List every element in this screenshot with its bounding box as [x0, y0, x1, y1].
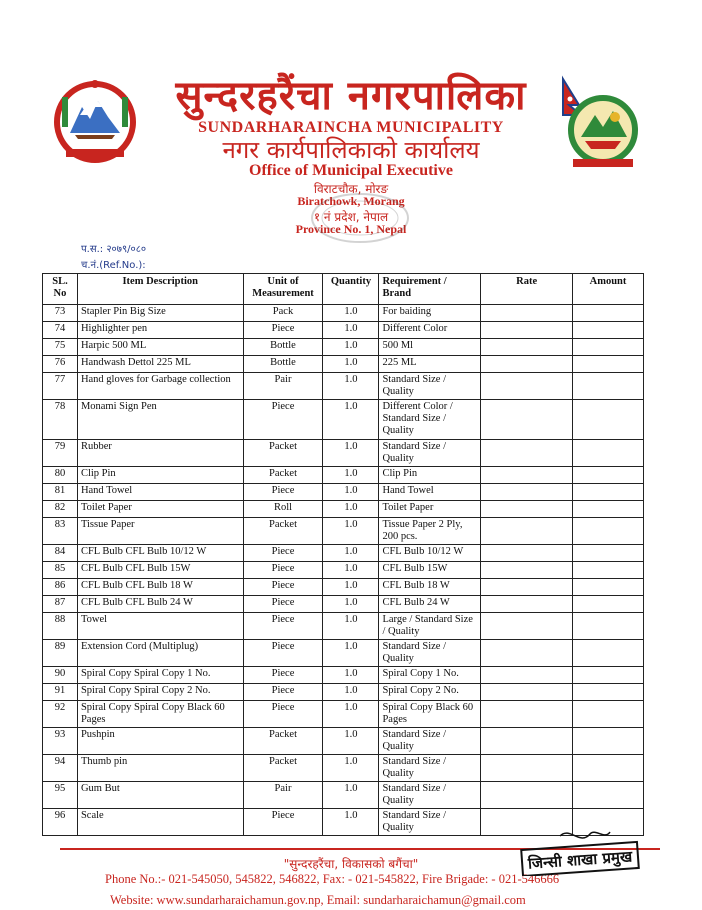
header-sl-no: SL. No: [43, 274, 78, 305]
sl-cell: 94: [43, 755, 78, 782]
footer-website: Website: www.sundarharaichamun.gov.np, Email: sundarharaichamun@gmail.com: [110, 893, 526, 907]
table-row: [43, 701, 644, 728]
unit-cell: Packet: [243, 440, 323, 467]
sl-cell: 90: [43, 667, 78, 684]
requirement-cell: Tissue Paper 2 Ply, 200 pcs.: [379, 518, 481, 545]
header-rate: Rate: [481, 274, 573, 305]
quantity-cell: 1.0: [323, 400, 379, 440]
amount-cell: [573, 305, 644, 322]
sl-cell: 89: [43, 640, 78, 667]
requirement-cell: Standard Size / Quality: [379, 782, 481, 809]
requirement-cell: CFL Bulb 24 W: [379, 596, 481, 613]
address-english: Biratchowk, Morang: [297, 194, 405, 208]
rate-cell: [481, 579, 573, 596]
sl-cell: 79: [43, 440, 78, 467]
signature-stamp-text: जिन्सी शाखा प्रमुख: [527, 847, 633, 873]
quantity-cell: 1.0: [323, 755, 379, 782]
requirement-cell: Different Color / Standard Size / Quality: [379, 400, 481, 440]
rate-cell: [481, 356, 573, 373]
requirement-cell: Standard Size / Quality: [379, 728, 481, 755]
table-row: [43, 596, 644, 613]
header-requirement: Requirement / Brand: [379, 274, 481, 305]
sl-cell: 83: [43, 518, 78, 545]
amount-cell: [573, 579, 644, 596]
sl-cell: 73: [43, 305, 78, 322]
faint-stamp-icon: [305, 188, 415, 248]
rate-cell: [481, 782, 573, 809]
amount-cell: [573, 701, 644, 728]
sl-cell: 84: [43, 545, 78, 562]
items-table: [42, 273, 644, 836]
quantity-cell: 1.0: [323, 728, 379, 755]
rate-cell: [481, 640, 573, 667]
table-row: [43, 484, 644, 501]
rate-cell: [481, 400, 573, 440]
quantity-cell: 1.0: [323, 562, 379, 579]
sl-cell: 77: [43, 373, 78, 400]
table-row: [43, 440, 644, 467]
quantity-cell: 1.0: [323, 322, 379, 339]
unit-cell: Piece: [243, 613, 323, 640]
unit-cell: Piece: [243, 562, 323, 579]
header-item-description: Item Description: [77, 274, 243, 305]
sl-cell: 91: [43, 684, 78, 701]
item-description-cell: Rubber: [77, 440, 243, 467]
requirement-cell: Spiral Copy 1 No.: [379, 667, 481, 684]
rate-cell: [481, 596, 573, 613]
amount-cell: [573, 518, 644, 545]
requirement-cell: Toilet Paper: [379, 501, 481, 518]
item-description-cell: Spiral Copy Spiral Copy Black 60 Pages: [77, 701, 243, 728]
sl-cell: 78: [43, 400, 78, 440]
item-description-cell: Scale: [77, 809, 243, 836]
reference-ps: प.स.: २०७९/०८०: [81, 244, 147, 255]
item-description-cell: Stapler Pin Big Size: [77, 305, 243, 322]
quantity-cell: 1.0: [323, 782, 379, 809]
office-title-english: Office of Municipal Executive: [249, 162, 453, 179]
rate-cell: [481, 484, 573, 501]
amount-cell: [573, 339, 644, 356]
unit-cell: Piece: [243, 809, 323, 836]
table-row: [43, 322, 644, 339]
table-row: [43, 518, 644, 545]
quantity-cell: 1.0: [323, 518, 379, 545]
quantity-cell: 1.0: [323, 684, 379, 701]
quantity-cell: 1.0: [323, 484, 379, 501]
table-row: [43, 356, 644, 373]
item-description-cell: Monami Sign Pen: [77, 400, 243, 440]
footer-phone: Phone No.:- 021-545050, 545822, 546822, Fax: - 021-545822, Fire Brigade: - 021-546666: [105, 872, 560, 886]
unit-cell: Packet: [243, 728, 323, 755]
requirement-cell: Hand Towel: [379, 484, 481, 501]
amount-cell: [573, 640, 644, 667]
table-row: [43, 684, 644, 701]
requirement-cell: Spiral Copy Black 60 Pages: [379, 701, 481, 728]
unit-cell: Piece: [243, 640, 323, 667]
item-description-cell: Towel: [77, 613, 243, 640]
quantity-cell: 1.0: [323, 667, 379, 684]
quantity-cell: 1.0: [323, 596, 379, 613]
quantity-cell: 1.0: [323, 613, 379, 640]
item-description-cell: Highlighter pen: [77, 322, 243, 339]
requirement-cell: Different Color: [379, 322, 481, 339]
requirement-cell: CFL Bulb 15W: [379, 562, 481, 579]
quantity-cell: 1.0: [323, 373, 379, 400]
quantity-cell: 1.0: [323, 440, 379, 467]
requirement-cell: CFL Bulb 18 W: [379, 579, 481, 596]
requirement-cell: Standard Size / Quality: [379, 640, 481, 667]
unit-cell: Bottle: [243, 356, 323, 373]
rate-cell: [481, 728, 573, 755]
header-unit: Unit of Measurement: [243, 274, 323, 305]
sl-cell: 86: [43, 579, 78, 596]
table-row: [43, 667, 644, 684]
unit-cell: Pair: [243, 782, 323, 809]
requirement-cell: Spiral Copy 2 No.: [379, 684, 481, 701]
unit-cell: Piece: [243, 484, 323, 501]
item-description-cell: CFL Bulb CFL Bulb 24 W: [77, 596, 243, 613]
amount-cell: [573, 467, 644, 484]
item-description-cell: Thumb pin: [77, 755, 243, 782]
item-description-cell: CFL Bulb CFL Bulb 10/12 W: [77, 545, 243, 562]
amount-cell: [573, 545, 644, 562]
sl-cell: 96: [43, 809, 78, 836]
sl-cell: 80: [43, 467, 78, 484]
municipality-title-nepali: सुन्दरहरैंचा नगरपालिका: [175, 73, 527, 119]
requirement-cell: CFL Bulb 10/12 W: [379, 545, 481, 562]
rate-cell: [481, 440, 573, 467]
sl-cell: 92: [43, 701, 78, 728]
unit-cell: Packet: [243, 467, 323, 484]
table-row: [43, 728, 644, 755]
item-description-cell: Hand Towel: [77, 484, 243, 501]
unit-cell: Piece: [243, 684, 323, 701]
header-amount: Amount: [573, 274, 644, 305]
item-description-cell: CFL Bulb CFL Bulb 15W: [77, 562, 243, 579]
quantity-cell: 1.0: [323, 579, 379, 596]
item-description-cell: Toilet Paper: [77, 501, 243, 518]
sl-cell: 76: [43, 356, 78, 373]
requirement-cell: For baiding: [379, 305, 481, 322]
table-row: [43, 782, 644, 809]
rate-cell: [481, 562, 573, 579]
sl-cell: 87: [43, 596, 78, 613]
sl-cell: 82: [43, 501, 78, 518]
unit-cell: Piece: [243, 596, 323, 613]
amount-cell: [573, 484, 644, 501]
province-nepali: १ नं प्रदेश, नेपाल: [313, 210, 389, 224]
table-row: [43, 640, 644, 667]
unit-cell: Pair: [243, 373, 323, 400]
unit-cell: Piece: [243, 545, 323, 562]
requirement-cell: 500 Ml: [379, 339, 481, 356]
quantity-cell: 1.0: [323, 467, 379, 484]
item-description-cell: Handwash Dettol 225 ML: [77, 356, 243, 373]
item-description-cell: CFL Bulb CFL Bulb 18 W: [77, 579, 243, 596]
office-title-nepali: नगर कार्यपालिकाको कार्यालय: [222, 136, 480, 164]
table-row: [43, 373, 644, 400]
requirement-cell: Standard Size / Quality: [379, 440, 481, 467]
unit-cell: Roll: [243, 501, 323, 518]
rate-cell: [481, 467, 573, 484]
table-header-row: [43, 274, 644, 305]
province-english: Province No. 1, Nepal: [295, 222, 407, 236]
unit-cell: Piece: [243, 322, 323, 339]
rate-cell: [481, 613, 573, 640]
unit-cell: Piece: [243, 701, 323, 728]
amount-cell: [573, 728, 644, 755]
quantity-cell: 1.0: [323, 640, 379, 667]
item-description-cell: Harpic 500 ML: [77, 339, 243, 356]
unit-cell: Piece: [243, 579, 323, 596]
rate-cell: [481, 701, 573, 728]
table-row: [43, 545, 644, 562]
header-quantity: Quantity: [323, 274, 379, 305]
rate-cell: [481, 755, 573, 782]
rate-cell: [481, 545, 573, 562]
quantity-cell: 1.0: [323, 701, 379, 728]
amount-cell: [573, 562, 644, 579]
amount-cell: [573, 667, 644, 684]
amount-cell: [573, 613, 644, 640]
item-description-cell: Clip Pin: [77, 467, 243, 484]
amount-cell: [573, 684, 644, 701]
rate-cell: [481, 667, 573, 684]
sl-cell: 81: [43, 484, 78, 501]
sl-cell: 88: [43, 613, 78, 640]
amount-cell: [573, 400, 644, 440]
requirement-cell: Standard Size / Quality: [379, 373, 481, 400]
quantity-cell: 1.0: [323, 501, 379, 518]
sl-cell: 75: [43, 339, 78, 356]
amount-cell: [573, 782, 644, 809]
unit-cell: Piece: [243, 667, 323, 684]
item-description-cell: Pushpin: [77, 728, 243, 755]
rate-cell: [481, 684, 573, 701]
item-description-cell: Spiral Copy Spiral Copy 1 No.: [77, 667, 243, 684]
table-row: [43, 339, 644, 356]
item-description-cell: Hand gloves for Garbage collection: [77, 373, 243, 400]
unit-cell: Bottle: [243, 339, 323, 356]
rate-cell: [481, 518, 573, 545]
rate-cell: [481, 305, 573, 322]
quantity-cell: 1.0: [323, 339, 379, 356]
table-row: [43, 562, 644, 579]
sl-cell: 93: [43, 728, 78, 755]
rate-cell: [481, 322, 573, 339]
table-row: [43, 755, 644, 782]
table-row: [43, 400, 644, 440]
requirement-cell: Standard Size / Quality: [379, 755, 481, 782]
footer-slogan: "सुन्दरहरैंचा, विकासको बगैंचा": [283, 857, 419, 871]
rate-cell: [481, 373, 573, 400]
unit-cell: Packet: [243, 518, 323, 545]
table-row: [43, 501, 644, 518]
amount-cell: [573, 501, 644, 518]
unit-cell: Piece: [243, 400, 323, 440]
item-description-cell: Gum But: [77, 782, 243, 809]
table-row: [43, 613, 644, 640]
reference-number: च.नं.(Ref.No.):: [81, 260, 146, 271]
rate-cell: [481, 339, 573, 356]
requirement-cell: 225 ML: [379, 356, 481, 373]
item-description-cell: Tissue Paper: [77, 518, 243, 545]
table-row: [43, 305, 644, 322]
item-description-cell: Spiral Copy Spiral Copy 2 No.: [77, 684, 243, 701]
amount-cell: [573, 373, 644, 400]
sl-cell: 74: [43, 322, 78, 339]
requirement-cell: Clip Pin: [379, 467, 481, 484]
address-nepali: विराटचौक, मोरङ: [313, 182, 389, 196]
municipality-title-english: SUNDARHARAINCHA MUNICIPALITY: [198, 119, 504, 136]
quantity-cell: 1.0: [323, 545, 379, 562]
amount-cell: [573, 356, 644, 373]
amount-cell: [573, 440, 644, 467]
amount-cell: [573, 322, 644, 339]
item-description-cell: Extension Cord (Multiplug): [77, 640, 243, 667]
sl-cell: 85: [43, 562, 78, 579]
signature-stamp-icon: [520, 826, 640, 876]
sl-cell: 95: [43, 782, 78, 809]
requirement-cell: Large / Standard Size / Quality: [379, 613, 481, 640]
table-row: [43, 579, 644, 596]
rate-cell: [481, 501, 573, 518]
quantity-cell: 1.0: [323, 809, 379, 836]
requirement-cell: Standard Size / Quality: [379, 809, 481, 836]
table-row: [43, 467, 644, 484]
quantity-cell: 1.0: [323, 356, 379, 373]
quantity-cell: 1.0: [323, 305, 379, 322]
unit-cell: Packet: [243, 755, 323, 782]
unit-cell: Pack: [243, 305, 323, 322]
amount-cell: [573, 596, 644, 613]
amount-cell: [573, 755, 644, 782]
